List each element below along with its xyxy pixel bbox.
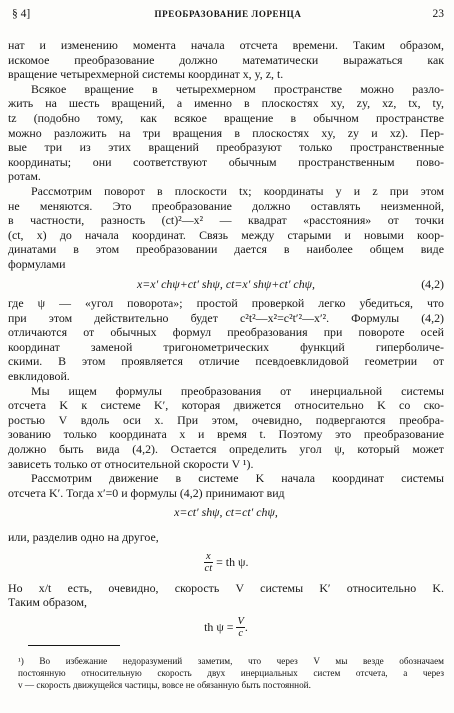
fraction-denominator: ct [204, 563, 213, 575]
text-line: где ψ — «угол поворота»; простой проверкой легко убедиться, что [8, 296, 444, 311]
fraction-numerator: x [204, 551, 214, 563]
text-line: отличаются от обычных формул преобразования при повороте осей [8, 325, 444, 340]
text-line: ротам. [8, 169, 41, 184]
text-line: отсчета K к системе K′, которая движется относительно K со ско- [8, 398, 444, 413]
equation-number: (4,2) [421, 276, 444, 291]
footnote-line: постоянную относительную скорость двух инерциальных систем отсчета, а через [18, 668, 444, 678]
text-line: нат и изменению момента начала отсчета времени. Таким образом, [8, 38, 444, 52]
equation-period: . [244, 620, 248, 635]
text-line: зависеть только от относительной скорости V ¹). [8, 456, 254, 471]
text-line: в частности, разность (ct)²—x² — квадрат «расстояния» от точки [8, 213, 444, 228]
text-line: формулами [8, 256, 66, 271]
text-line: Но x/t есть, очевидно, скорость V системы K′ относительно K. [8, 580, 444, 595]
text-line: Рассмотрим поворот в плоскости tx; координаты y и z при этом [31, 183, 444, 198]
fraction-numerator: V [237, 616, 244, 628]
footnote-line: v — скорость движущейся частицы, вовсе не обязанную быть постоянной. [18, 680, 311, 690]
equation-lhs: th ψ = [204, 620, 234, 635]
text-line: tz (подобно тому, как всякое вращение в обычном пространстве [8, 110, 444, 125]
text-line: искомое преобразование должно математически выражаться как [8, 52, 444, 67]
text-line: отсчета K′. Тогда x′=0 и формулы (4,2) принимают вид [8, 485, 285, 500]
equation-rhs: = th ψ. [216, 555, 249, 570]
text-line: зованию только координата x и время t. Поэтому это преобразование [8, 427, 444, 442]
text-line: вые три из этих вращений преобразуют только пространственные [8, 140, 444, 155]
text-line: Всякое вращение в четырехмерном пространстве можно разло- [31, 81, 444, 96]
fraction-x-over-ct [204, 551, 214, 574]
equation-th-psi [8, 615, 444, 641]
text-line: при этом действительно будет c²t²—x²=c²t′²—x′². Формулы (4,2) [8, 310, 444, 325]
text-line: евклидовой. [8, 369, 70, 384]
text-line: должно быть вида (4,2). Остается определить угол ψ, который может [8, 442, 444, 457]
equation-motion: x=ct′ shψ, ct=ct′ chψ, [174, 505, 278, 520]
text-line: координаты; они соответствуют обычным пространственным пово- [8, 154, 444, 169]
text-line: не меняются. Это преобразование должно оставлять неизменной, [8, 198, 444, 213]
running-header [12, 8, 444, 24]
fraction-v-over-c [236, 616, 244, 639]
text-line: скими. В этом проявляется отличие псевдоевклидовой геометрии от [8, 354, 444, 369]
text-line: или, разделив одно на другое, [8, 530, 159, 544]
section-mark: § 4] [12, 8, 31, 20]
text-line: жить на шесть вращений, а именно в плоскостях xy, zy, xz, tx, ty, [8, 96, 444, 111]
equation-ratio [8, 550, 444, 576]
fraction-denominator: c [238, 628, 244, 640]
text-line: Мы ищем формулы преобразования от инерциальной системы [31, 383, 444, 398]
text-line: ростью V вдоль оси x. При этом, очевидно, подвергаются преобра- [8, 412, 444, 427]
text-line: координат заменой тригонометрических функций гиперболиче- [8, 339, 444, 354]
equation-4-2 [8, 277, 444, 292]
page-body [8, 38, 444, 641]
footnote [18, 655, 444, 691]
footnote-line: ¹) Во избежание недоразумений заметим, что через V мы везде обозначаем [18, 656, 444, 666]
footnote-rule [28, 645, 120, 646]
text-line: Рассмотрим движение в системе K начала координат системы [31, 471, 444, 486]
text-line: Таким образом, [8, 595, 87, 610]
running-title: ПРЕОБРАЗОВАНИЕ ЛОРЕНЦА [154, 9, 302, 19]
text-line: динатами в этом преобразовании дается в наиболее общем виде [8, 242, 444, 257]
page-number: 23 [432, 8, 444, 20]
text-line: можно разложить на три вращения в плоскостях xy, zy и xz). Пер- [8, 125, 444, 140]
text-line: (ct, x) до начала координат. Связь между старыми и новыми коор- [8, 227, 444, 242]
text-line: вращение четырехмерной системы координат x, y, z, t. [8, 67, 284, 82]
equation-body: x=x′ chψ+ct′ shψ, ct=x′ shψ+ct′ chψ, [136, 276, 316, 291]
